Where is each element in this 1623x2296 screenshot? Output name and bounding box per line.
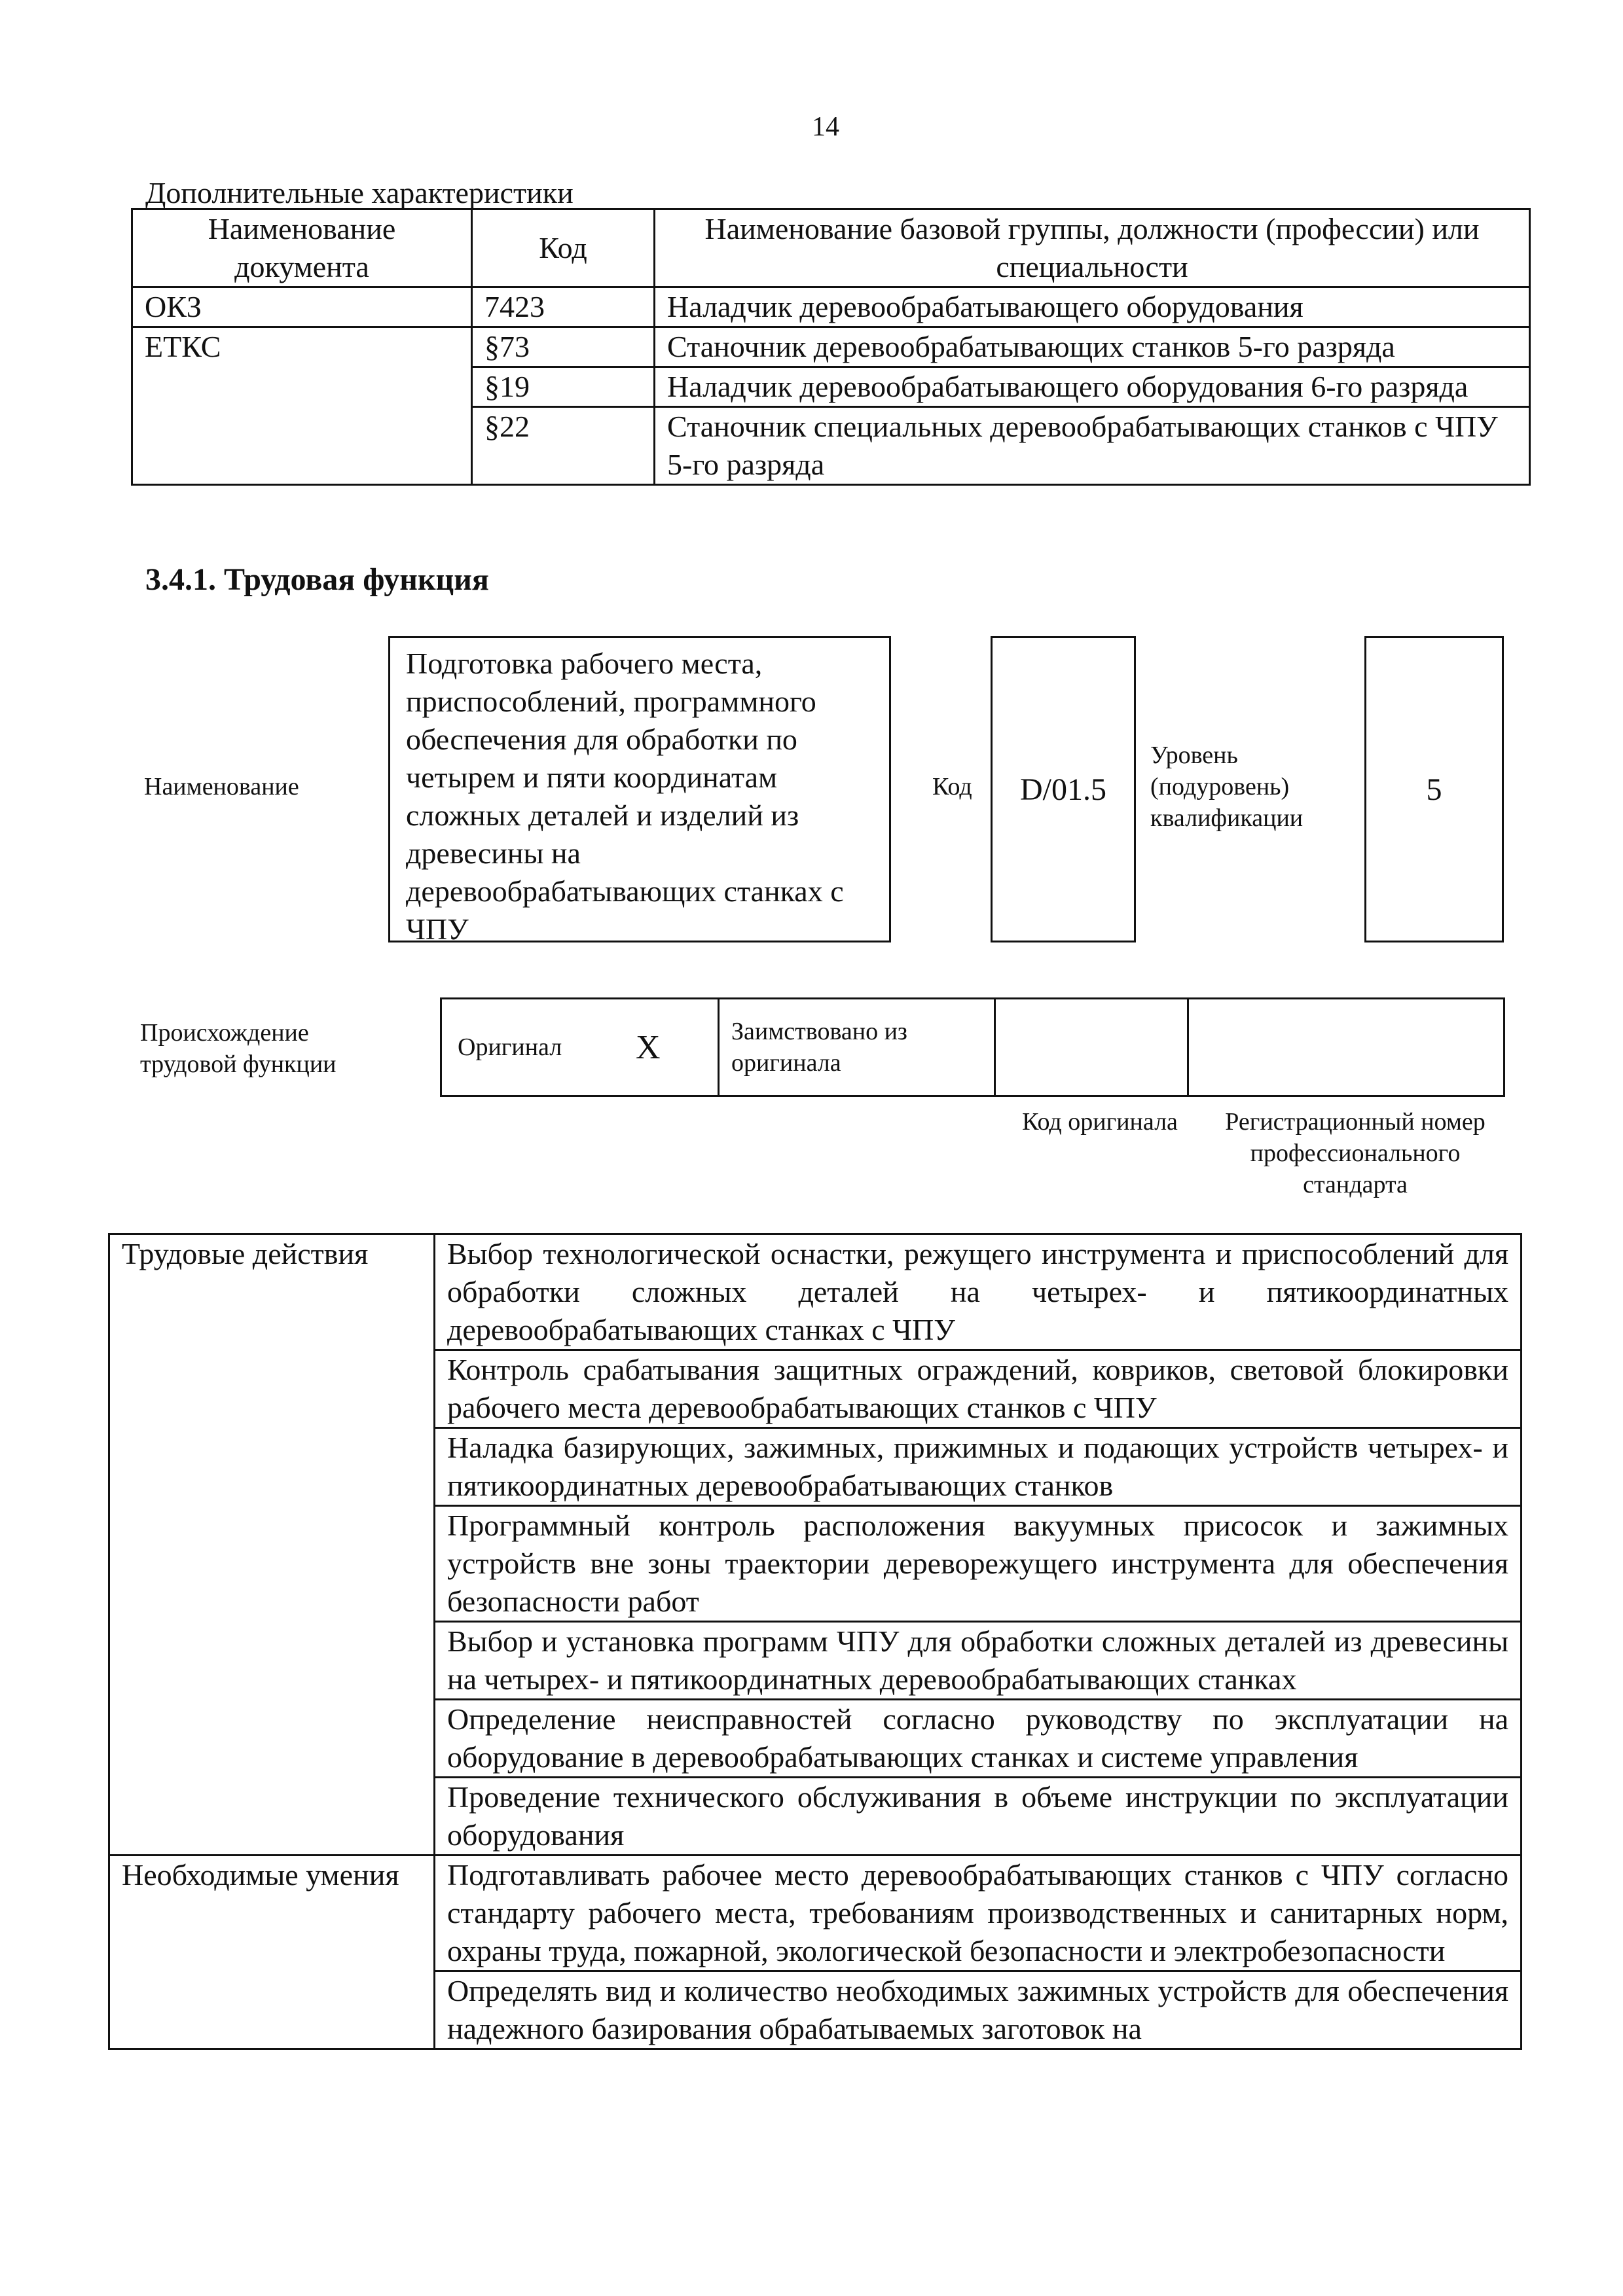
labor-action: Проведение технического обслуживания в объеме инструкции по эксплуатации оборудования xyxy=(435,1778,1522,1856)
table-row xyxy=(109,1856,1522,1971)
registration-number-cell xyxy=(1188,999,1504,1096)
row-name: Станочник специальных деревообрабатывающих станков с ЧПУ 5-го разряда xyxy=(655,407,1530,485)
qualification-level-label: Уровень (подуровень) квалификации xyxy=(1150,742,1304,832)
labor-action: Контроль срабатывания защитных ограждений, ковриков, световой блокировки рабочего места деревообрабатывающих станков с ЧПУ xyxy=(435,1350,1522,1428)
table-row xyxy=(132,287,1530,327)
function-code-value: D/01.5 xyxy=(1020,772,1106,807)
additional-characteristics-caption: Дополнительные характеристики xyxy=(145,176,574,209)
original-code-caption: Код оригинала xyxy=(1022,1108,1178,1136)
origin-label: Происхождение трудовой функции xyxy=(140,1019,337,1078)
original-mark: X xyxy=(635,999,719,1096)
labor-actions-label: Трудовые действия xyxy=(109,1234,435,1856)
required-skills-label: Необходимые умения xyxy=(109,1856,435,2049)
qualification-level-box xyxy=(1364,636,1504,942)
row-code: §19 xyxy=(472,367,655,407)
function-code-label: Код xyxy=(932,773,972,800)
row-code: 7423 xyxy=(472,287,655,327)
row-doc: ОКЗ xyxy=(132,287,472,327)
row-code: §73 xyxy=(472,327,655,367)
section-title: 3.4.1. Трудовая функция xyxy=(145,562,489,597)
labor-action: Программный контроль расположения вакуумных присосок и зажимных устройств вне зоны траектории дереворежущего инструмента для обеспечения безопасности работ xyxy=(435,1506,1522,1622)
labor-action: Наладка базирующих, зажимных, прижимных и подающих устройств четырех- и пятикоординатных деревообрабатывающих станков xyxy=(435,1428,1522,1506)
origin-table xyxy=(440,997,1505,1097)
original-label: Оригинал xyxy=(441,999,636,1096)
function-details-table xyxy=(108,1233,1522,2050)
registration-number-caption: Регистрационный номер профессионального стандарта xyxy=(1225,1108,1486,1198)
labor-action: Выбор технологической оснастки, режущего инструмента и приспособлений для обработки сложных деталей на четырех- и пятикоординатных деревообрабатывающих станках с ЧПУ xyxy=(435,1234,1522,1350)
row-code: §22 xyxy=(472,407,655,485)
function-name-label: Наименование xyxy=(144,773,299,800)
table-row xyxy=(132,327,1530,367)
origin-row xyxy=(441,999,1504,1096)
header-code: Код xyxy=(472,209,655,287)
function-name-box: Подготовка рабочего места, приспособлений, программного обеспечения для обработки по четырем и пяти координатам сложных деталей и изделий из древесины на деревообрабатывающих станках с ЧПУ xyxy=(388,636,891,942)
qualification-level-value: 5 xyxy=(1426,772,1442,807)
page-number: 14 xyxy=(812,112,839,142)
labor-action: Выбор и установка программ ЧПУ для обработки сложных деталей из древесины на четырех- и пятикоординатных деревообрабатывающих станках xyxy=(435,1622,1522,1700)
table-row xyxy=(109,1234,1522,1350)
original-code-cell xyxy=(995,999,1188,1096)
borrowed-label: Заимствовано из оригинала xyxy=(719,999,995,1096)
required-skill: Подготавливать рабочее место деревообрабатывающих станков с ЧПУ согласно стандарту рабочего места, требованиям производственных и санитарных норм, охраны труда, пожарной, экологической безопасности и электробезопасности xyxy=(435,1856,1522,1971)
header-group-name: Наименование базовой группы, должности (профессии) или специальности xyxy=(655,209,1530,287)
table-header-row xyxy=(132,209,1530,287)
row-name: Станочник деревообрабатывающих станков 5-го разряда xyxy=(655,327,1530,367)
row-name: Наладчик деревообрабатывающего оборудования 6-го разряда xyxy=(655,367,1530,407)
function-code-box xyxy=(991,636,1136,942)
required-skill: Определять вид и количество необходимых зажимных устройств для обеспечения надежного базирования обрабатываемых заготовок на xyxy=(435,1971,1522,2049)
header-doc-name: Наименование документа xyxy=(132,209,472,287)
additional-characteristics-table xyxy=(131,208,1531,486)
labor-action: Определение неисправностей согласно руководству по эксплуатации на оборудование в деревообрабатывающих станках и системе управления xyxy=(435,1700,1522,1778)
row-name: Наладчик деревообрабатывающего оборудования xyxy=(655,287,1530,327)
row-doc: ЕТКС xyxy=(132,327,472,485)
